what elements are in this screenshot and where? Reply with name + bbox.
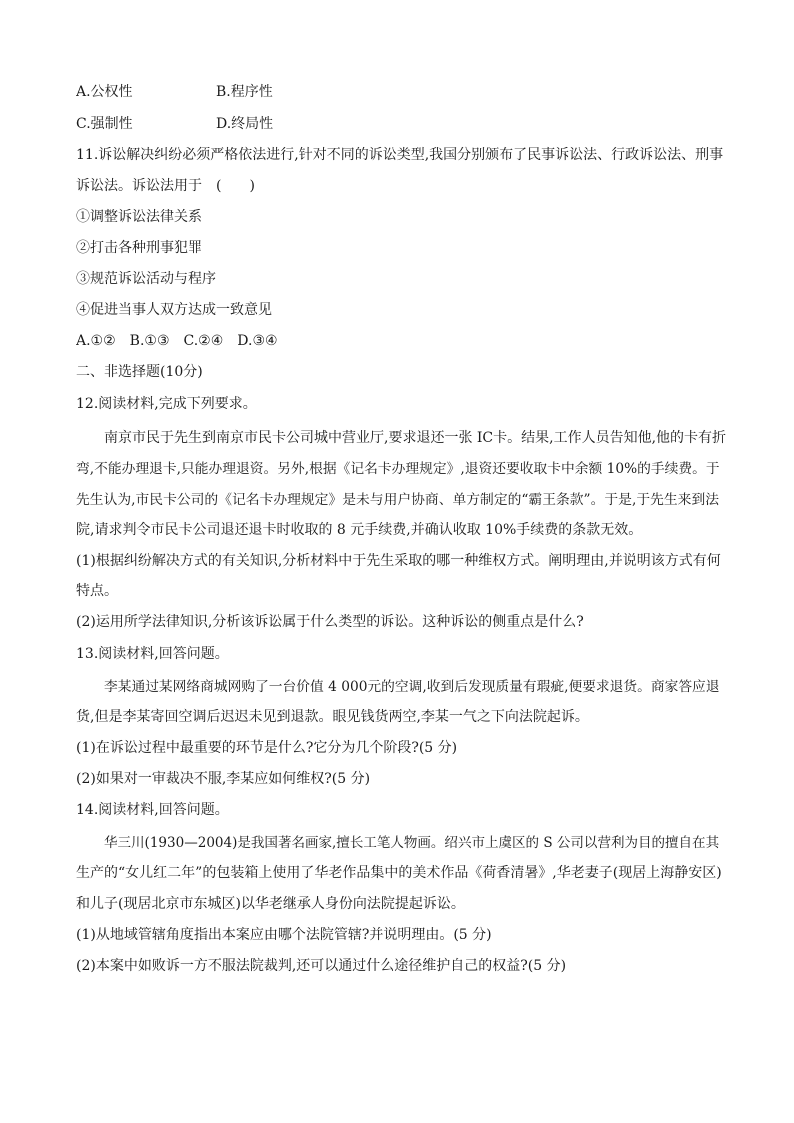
q11-stem-line-1: 11.诉讼解决纠纷必须严格依法进行,针对不同的诉讼类型,我国分别颁布了民事诉讼法、行政诉讼法、刑事 <box>76 147 724 163</box>
q11-item-1: ①调整诉讼法律关系 <box>76 209 202 225</box>
q13-sub-1: (1)在诉讼过程中最重要的环节是什么?它分为几个阶段?(5 分) <box>76 740 458 756</box>
q10-options-row-2 <box>76 114 726 134</box>
q11-stem-line-2: 诉讼法。诉讼法用于 ( ) <box>76 178 255 194</box>
q12-sub-1-line-2: 特点。 <box>76 583 118 599</box>
q10-option-a: A.公权性 <box>76 84 133 100</box>
q12-material-line-4: 院,请求判令市民卡公司退还退卡时收取的 8 元手续费,并确认收取 10%手续费的条款无效。 <box>76 522 643 538</box>
q12-sub-2: (2)运用所学法律知识,分析该诉讼属于什么类型的诉讼。这种诉讼的侧重点是什么? <box>76 614 584 630</box>
q10-option-b: B.程序性 <box>216 84 273 100</box>
q14-material-line-3: 和儿子(现居北京市东城区)以华老继承人身份向法院提起诉讼。 <box>76 896 465 912</box>
q11-item-4: ④促进当事人双方达成一致意见 <box>76 302 272 318</box>
q14-sub-1: (1)从地域管辖角度指出本案应由哪个法院管辖?并说明理由。(5 分) <box>76 927 492 943</box>
q12-material-line-3: 先生认为,市民卡公司的《记名卡办理规定》是未与用户协商、单方制定的“霸王条款”。于是,于先生来到法 <box>76 492 720 508</box>
q12-material-line-1: 南京市民于先生到南京市民卡公司城中营业厅,要求退还一张 IC卡。结果,工作人员告知他,他的卡有折 <box>104 430 726 446</box>
q10-options-row-1 <box>76 82 726 102</box>
q12-title: 12.阅读材料,完成下列要求。 <box>76 396 257 412</box>
q14-sub-2: (2)本案中如败诉一方不服法院裁判,还可以通过什么途径维护自己的权益?(5 分) <box>76 958 567 974</box>
q10-option-c: C.强制性 <box>76 116 133 132</box>
q13-title: 13.阅读材料,回答问题。 <box>76 646 229 662</box>
q12-sub-1-line-1: (1)根据纠纷解决方式的有关知识,分析材料中于先生采取的哪一种维权方式。阐明理由,并说明该方式有何 <box>76 553 721 569</box>
q11-item-2: ②打击各种刑事犯罪 <box>76 240 202 256</box>
q14-material-line-2: 生产的“女儿红二年”的包装箱上使用了华老作品集中的美术作品《荷香清暑》,华老妻子(现居上海静安区) <box>76 865 722 881</box>
q13-material-line-1: 李某通过某网络商城网购了一台价值 4 000元的空调,收到后发现质量有瑕疵,便要求退货。商家答应退 <box>104 679 720 695</box>
q14-material-line-1: 华三川(1930—2004)是我国著名画家,擅长工笔人物画。绍兴市上虞区的 S 公司以营利为目的擅自在其 <box>104 835 720 851</box>
q13-sub-2: (2)如果对一审裁决不服,李某应如何维权?(5 分) <box>76 771 371 787</box>
q13-material-line-2: 货,但是李某寄回空调后迟迟未见到退款。眼见钱货两空,李某一气之下向法院起诉。 <box>76 709 589 725</box>
q11-choices: A.①② B.①③ C.②④ D.③④ <box>76 333 278 349</box>
q12-material-line-2: 弯,不能办理退卡,只能办理退资。另外,根据《记名卡办理规定》,退资还要收取卡中余额 10%的手续费。于 <box>76 461 720 477</box>
q10-option-d: D.终局性 <box>216 116 274 132</box>
q14-title: 14.阅读材料,回答问题。 <box>76 802 229 818</box>
section-2-title: 二、非选择题(10分) <box>76 364 203 380</box>
q11-item-3: ③规范诉讼活动与程序 <box>76 271 216 287</box>
